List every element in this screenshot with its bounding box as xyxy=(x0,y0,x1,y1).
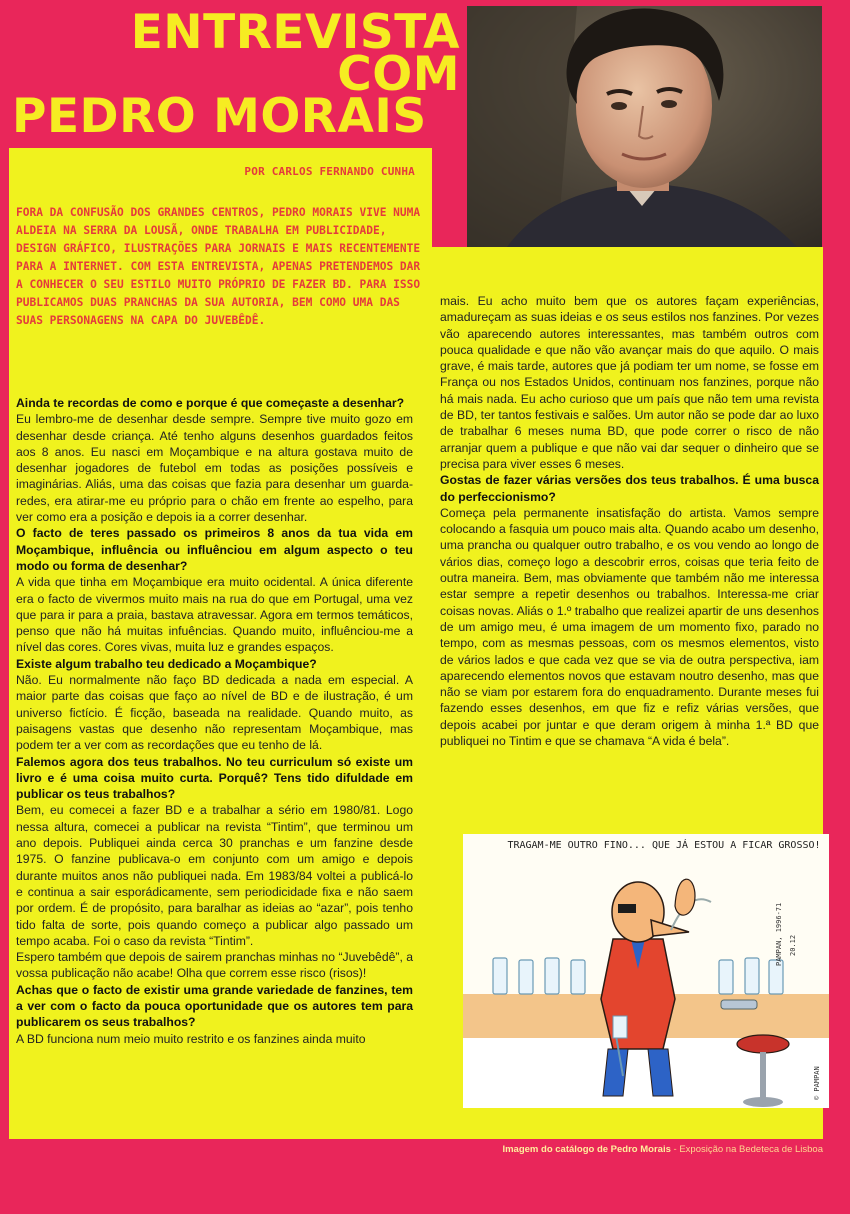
image-caption xyxy=(462,1144,823,1155)
text-column-left xyxy=(16,395,413,1047)
cartoon-signature: PAMPAN, 1996-71 xyxy=(775,902,783,966)
cartoon-copyright: © PAMPAN xyxy=(813,1066,821,1100)
title-line-2: COM xyxy=(337,47,460,102)
portrait-photo xyxy=(467,6,822,247)
title-line-1: ENTREVISTA xyxy=(130,5,460,60)
interview-question: Existe algum trabalho teu dedicado a Moçambique? xyxy=(16,656,317,671)
cartoon-illustration xyxy=(463,834,829,1108)
interview-question: O facto de teres passado os primeiros 8 anos da tua vida em Moçambique, influência ou influênciou em algum aspecto o teu modo ou forma de desenhar? xyxy=(16,526,413,573)
cartoon-speech-text: TRAGAM-ME OUTRO FINO... QUE JÁ ESTOU A FICAR GROSSO! xyxy=(507,840,821,851)
lead-paragraph: FORA DA CONFUSÃO DOS GRANDES CENTROS, PEDRO MORAIS VIVE NUMA ALDEIA NA SERRA DA LOUSÃ, ONDE TRABALHA EM PUBLICIDADE, DESIGN GRÁFICO, ILUSTRAÇÕES PARA JORNAIS E MAIS RECENTEMENTE PARA A INTERNET. COM ESTA ENTREVISTA, APENAS PRETENDEMOS DAR A CONHECER O SEU ESTILO MUITO PRÓPRIO DE FAZER BD. PARA ISSO PUBLICAMOS DUAS PRANCHAS DA SUA AUTORIA, BEM COMO UMA DAS SUAS PERSONAGENS NA CAPA DO JUVEBÊDÊ. xyxy=(16,206,421,327)
caption-title: Imagem do catálogo de Pedro Morais xyxy=(502,1144,671,1155)
caption-separator: - xyxy=(670,1144,680,1155)
interview-answer: mais. Eu acho muito bem que os autores façam experiências, amadureçam as suas ideias e os seus estilos nos fanzines. Por vezes vão aparecendo autores interessantes, mas também outros com pouca qualidade e que não vão avançar mais do que aquilo. O mais grave, é mais tarde, autores que já podiam ter um nome, se fosse em França ou nos Estados Unidos, continuam nos fanzines, porque não há mais nada. Eu acho curioso que um país que não tem uma revista de BD, ter tantos festivais e salões. Um autor não se pode dar ao luxo de trabalhar 6 meses numa BD, que pode correr o risco de não arranjar quem a publique e que não vai dar sequer o dinheiro que se precisa para viver esses 6 meses. xyxy=(440,294,819,471)
interview-answer: A BD funciona num meio muito restrito e os fanzines ainda muito xyxy=(16,1031,366,1046)
interview-question: Ainda te recordas de como e porque é que começaste a desenhar? xyxy=(16,396,405,410)
article-title xyxy=(12,5,460,144)
text-column-right xyxy=(440,293,819,749)
title-line-3: PEDRO MORAIS xyxy=(12,89,427,144)
interview-answer: Espero também que depois de sairem pranchas minhas no “Juvebêdê”, a vossa publicação não acabe! Olha que correm esse risco (risos)! xyxy=(16,950,413,981)
byline: POR CARLOS FERNANDO CUNHA xyxy=(244,165,415,178)
cartoon-date: 20.12 xyxy=(789,934,797,956)
interview-answer: A vida que tinha em Moçambique era muito ocidental. A única diferente era o facto de vivermos muito mais na rua do que em Portugal, uma vez que para ir para a praia, bastava atravessar. Agora em termos temáticos, penso que não há muitas infuências. Quando muito, influênciou-me a nível das cores. Cores vivas, muita luz e grandes espaços. xyxy=(16,575,413,655)
interview-question: Gostas de fazer várias versões dos teus trabalhos. É uma busca do perfeccionismo? xyxy=(440,473,819,504)
interview-question: Achas que o facto de existir uma grande variedade de fanzines, tem a ver com o facto da pouca oportunidade que os autores tem para publicarem os seus trabalhos? xyxy=(16,982,413,1030)
interview-answer: Começa pela permanente insatisfação do artista. Vamos sempre colocando a fasquia um pouco mais alta. Quando acabo um desenho, uma prancha ou qualquer outro trabalho, e os vou vendo ao longo de vários dias, começo logo a descobrir erros, coisas que teria feito de outra maneira. Bem, mas obviamente que também não me interessa estar sempre a repetir desenhos ou trabalhos. Interessa-me criar coisas novas. Aliás o 1.º trabalho que realizei apartir de uns desenhos de um amigo meu, é uma imagem de um momento fixo, parado no tempo, com as mesmas pessoas, com os mesmos elementos, visto de vários lados e que cada vez que se via de outra perspectiva, iam aparecendo elementos novos que estavam noutro desenho, mas que não se viam por estarem fora do enquadramento. Durante meses fui fazendo esses desenhos, em que fiz e refiz várias versões, que depois acabei por juntar e que deram origem à minha 1.ª BD que publiquei no Tintim e que se chamava “A vida é bela”. xyxy=(440,505,819,749)
caption-detail: Exposição na Bedeteca de Lisboa xyxy=(679,1144,823,1155)
interview-answer: Bem, eu comecei a fazer BD e a trabalhar a sério em 1980/81. Logo nessa altura, comecei a publicar na revista “Tintim”, que terminou um ano depois. Publiquei ainda cerca 30 pranchas e um fanzine desde 1975. O fanzine publicava-o em conjunto com um amigo e depois durante muitos anos não publiquei nada. Em 1983/84 voltei a publicá-lo e continua a sair esporádicamente, sem periodicidade fixa e não saem por ordem. É de propósito, para baralhar as ideias ao “azar”, pois tenho tido falta de sorte, pois quando começo a publicar algo passado um tempo acaba. Foi o caso da revista “Tintim”. xyxy=(16,803,413,948)
interview-answer: Não. Eu normalmente não faço BD dedicada a nada em especial. A maior parte das coisas que faço ao nível de BD e de ilustração, é um universo fictício. É ficção, baseada na realidade. Quando muito, as paisagens vastas que desenho não representam Moçambique, mas podem ter a ver com as recordações que eu tenho de lá. xyxy=(16,673,413,753)
portrait-illustration xyxy=(467,6,822,247)
interview-answer: Eu lembro-me de desenhar desde sempre. Sempre tive muito gozo em desenhar desde criança. Até tenho alguns desenhos guardados feitos aos 8 anos. Eu nasci em Moçambique e na altura gostava muito de desenhar jogadores de futebol em todas as posições possíveis e imaginárias. Aliás, uma das coisas que fazia para desenhar um guarda-redes, era atirar-me eu próprio para o chão em frente ao espelho, para ver como era a posição e depois ia a correr desenhar. xyxy=(16,412,413,525)
interview-question: Falemos agora dos teus trabalhos. No teu curriculum só existe um livro e é uma coisa muito curta. Porquê? Tens tido difuldade em publicar os teus trabalhos? xyxy=(16,754,413,802)
